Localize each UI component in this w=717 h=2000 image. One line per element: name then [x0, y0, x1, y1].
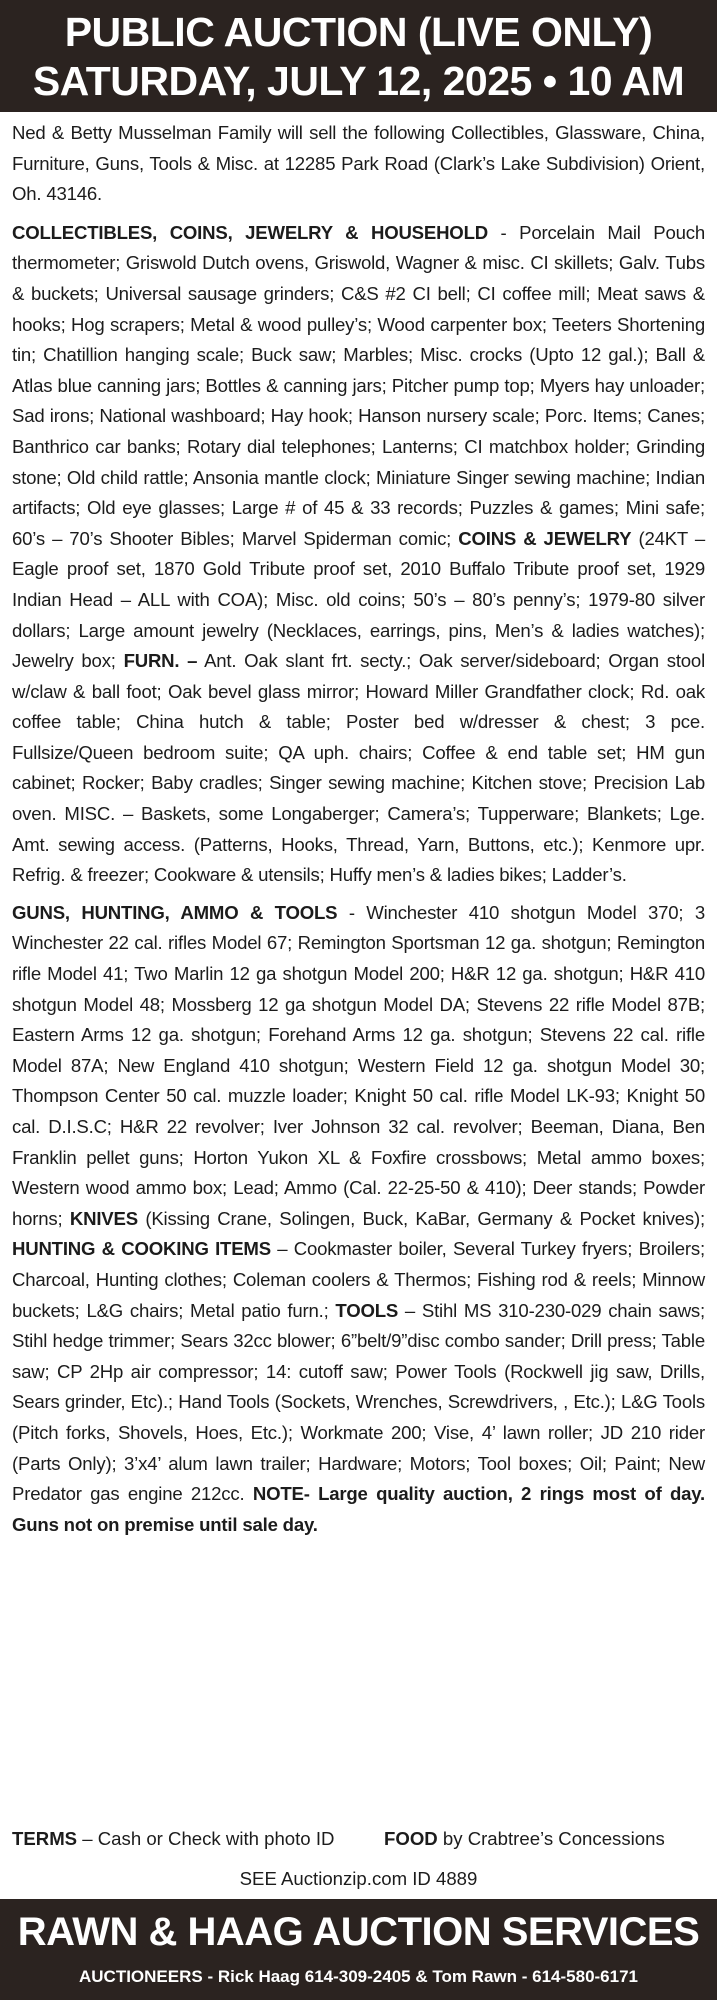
auction-note: NOTE- Large quality auction, 2 rings most of day. Guns not on premise until sale day.	[12, 1483, 705, 1535]
terms-food-row	[12, 1824, 705, 1856]
tools-heading: TOOLS	[335, 1299, 399, 1321]
intro-paragraph: Ned & Betty Musselman Family will sell the following Collectibles, Glassware, China, Furniture, Guns, Tools & Misc. at 12285 Park Road (Clark’s Lake Subdivision) Orient, Oh. 43146.	[12, 122, 705, 205]
guns-heading: GUNS, HUNTING, AMMO & TOOLS	[12, 901, 338, 923]
listing-body	[12, 118, 705, 1547]
terms-text: – Cash or Check with photo ID	[77, 1828, 335, 1849]
tools-text: – Stihl MS 310-230-029 chain saws; Stihl hedge trimmer; Sears 32cc blower; 6”belt/9”disc combo sander; Drill press; Table saw; CP 2Hp air compressor; 14: cutoff saw; Power Tools (Rockwell jig saw, Drills, Sears grinder, Etc).; Hand Tools (Sockets, Wrenches, Screwdrivers, , Etc.); L&G Tools (Pitch forks, Shovels, Hoes, Etc.); Workmate 200; Vise, 4’ lawn roller; JD 210 rider (Parts Only); 3’x4’ alum lawn trailer; Hardware; Motors; Tool boxes; Oil; Paint; New Predator gas engine 212cc.	[12, 1299, 705, 1505]
ad-footer	[0, 1899, 717, 2000]
collectibles-heading: COLLECTIBLES, COINS, JEWELRY & HOUSEHOLD	[12, 221, 488, 243]
knives-text: (Kissing Crane, Solingen, Buck, KaBar, Germany & Pocket knives);	[137, 1207, 705, 1229]
furniture-heading: FURN. –	[123, 650, 198, 672]
auctionzip-reference: SEE Auctionzip.com ID 4889	[239, 1868, 478, 1889]
knives-heading: KNIVES	[69, 1207, 138, 1229]
guns-paragraph	[12, 898, 705, 1540]
furniture-text: Ant. Oak slant frt. secty.; Oak server/sideboard; Organ stool w/claw & ball foot; Oak bevel glass mirror; Howard Miller Grandfather clock; Rd. oak coffee table; China hutch & table; Poster bed w/dresser & chest; 3 pce. Fullsize/Queen bedroom suite; QA uph. chairs; Coffee & end table set; HM gun cabinet; Rocker; Baby cradles; Singer sewing machine; Kitchen stove; Precision Lab oven. MISC. – Baskets, some Longaberger; Camera’s; Tupperware; Blankets; Lge. Amt. sewing access. (Patterns, Hooks, Thread, Yarn, Buttons, etc.); Kenmore upr. Refrig. & freezer; Cookware & utensils; Huffy men’s & ladies bikes; Ladder’s.	[12, 650, 705, 886]
collectibles-text: - Porcelain Mail Pouch thermometer; Griswold Dutch ovens, Griswold, Wagner & misc. CI skillets; Galv. Tubs & buckets; Universal sausage grinders; C&S #2 CI bell; CI coffee mill; Meat saws & hooks; Hog scrapers; Metal & wood pulley’s; Wood carpenter box; Teeters Shortening tin; Chatillion hanging scale; Buck saw; Marbles; Misc. crocks (Upto 12 gal.); Ball & Atlas blue canning jars; Bottles & canning jars; Pitcher pump top; Myers hay unloader; Sad irons; National washboard; Hay hook; Hanson nursery scale; Porc. Items; Canes; Banthrico car banks; Rotary dial telephones; Lanterns; CI matchbox holder; Grinding stone; Old child rattle; Ansonia mantle clock; Miniature Singer sewing machine; Indian artifacts; Old eye glasses; Large # of 45 & 33 records; Puzzles & games; Mini safe; 60’s – 70’s Shooter Bibles; Marvel Spiderman comic;	[12, 221, 705, 549]
food	[384, 1824, 665, 1854]
auctioneers-contact: AUCTIONEERS - Rick Haag 614-309-2405 & Tom Rawn - 614-580-6171	[78, 1967, 639, 1986]
headline-title: PUBLIC AUCTION (LIVE ONLY)	[64, 9, 653, 55]
food-text: by Crabtree’s Concessions	[437, 1828, 665, 1849]
hunting-heading: HUNTING & COOKING ITEMS	[12, 1238, 271, 1260]
terms	[12, 1824, 334, 1854]
headline-date: SATURDAY, JULY 12, 2025 • 10 AM	[32, 58, 685, 104]
coins-text: (24KT – Eagle proof set, 1870 Gold Tribute proof set, 2010 Buffalo Tribute proof set, 1929 Indian Head – ALL with COA); Misc. old coins; 50’s – 80’s penny’s; 1979-80 silver dollars; Large amount jewelry (Necklaces, earrings, pins, Men’s & ladies watches); Jewelry box;	[12, 527, 705, 672]
company-name: RAWN & HAAG AUCTION SERVICES	[17, 1910, 700, 1954]
food-label: FOOD	[384, 1828, 438, 1849]
terms-label: TERMS	[12, 1828, 78, 1849]
coins-heading: COINS & JEWELRY	[458, 527, 632, 549]
ad-header	[0, 0, 717, 112]
collectibles-paragraph	[12, 218, 705, 891]
hunting-text: – Cookmaster boiler, Several Turkey fryers; Broilers; Charcoal, Hunting clothes; Coleman coolers & Thermos; Fishing rod & reels; Minnow buckets; L&G chairs; Metal patio furn.;	[12, 1238, 705, 1321]
guns-text: - Winchester 410 shotgun Model 370; 3 Winchester 22 cal. rifles Model 67; Remington Sportsman 12 ga. shotgun; Remington rifle Model 41; Two Marlin 12 ga shotgun Model 200; H&R 12 ga. shotgun; H&R 410 shotgun Model 48; Mossberg 12 ga shotgun Model DA; Stevens 22 rifle Model 87B; Eastern Arms 12 ga. shotgun; Forehand Arms 12 ga. shotgun; Stevens 22 cal. rifle Model 87A; New England 410 shotgun; Western Field 12 ga. shotgun Model 30; Thompson Center 50 cal. muzzle loader; Knight 50 cal. rifle Model LK-93; Knight 50 cal. D.I.S.C; H&R 22 revolver; Iver Johnson 32 cal. revolver; Beeman, Diana, Ben Franklin pellet guns; Horton Yukon XL & Foxfire crossbows; Metal ammo boxes; Western wood ammo box; Lead; Ammo (Cal. 22-25-50 & 410); Deer stands; Powder horns;	[12, 901, 705, 1229]
